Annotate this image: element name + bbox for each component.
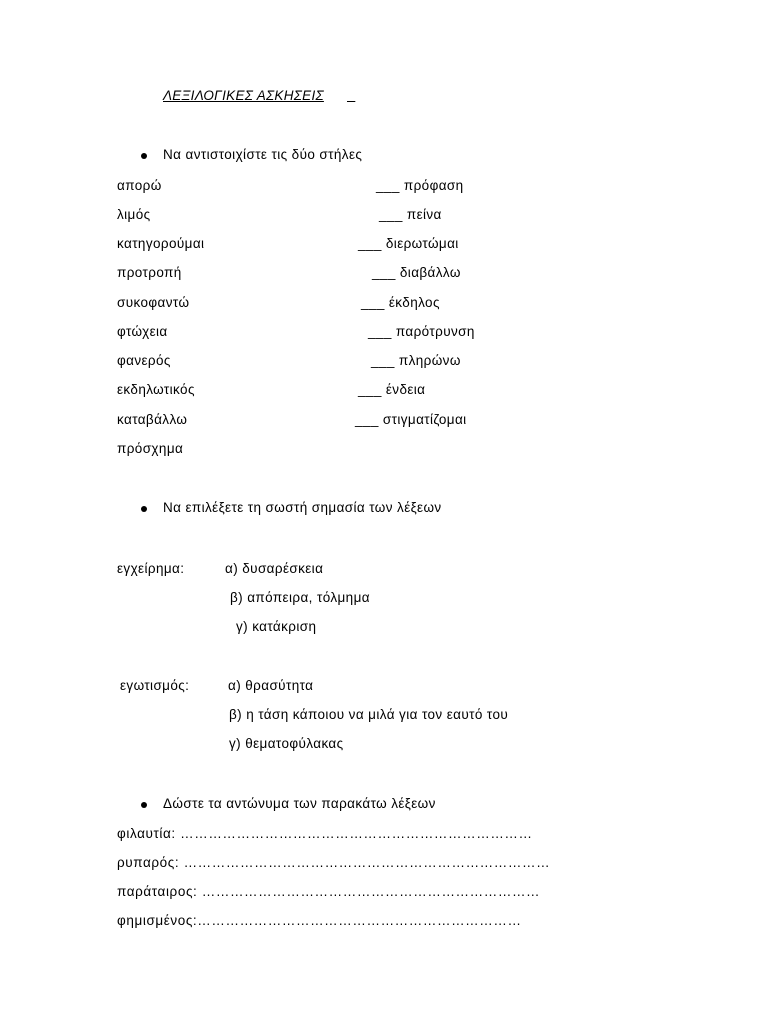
exercise1-instruction: Να αντιστοιχίστε τις δύο στήλες — [163, 147, 363, 162]
exercise2-instruction: Να επιλέξετε τη σωστή σημασία των λέξεων — [163, 500, 442, 515]
term-2-option-b: β) η τάση κάποιου να μιλά για τον εαυτό του — [229, 707, 509, 722]
antonym-line-3: παράταιρος: ……………………………………………………………… — [117, 884, 541, 899]
exercise3-instruction: Δώστε τα αντώνυμα των παρακάτω λέξεων — [163, 796, 436, 811]
term-1-option-a: α) δυσαρέσκεια — [225, 561, 324, 576]
right-word-7: ___ πληρώνω — [371, 353, 461, 368]
title-underline-tail — [347, 88, 355, 104]
antonym-line-2: ρυπαρός: …………………………………………………………………… — [117, 855, 551, 870]
antonym-line-4: φημισμένος:…………………………………………………………… — [117, 913, 522, 928]
right-word-2: ___ πείνα — [379, 207, 442, 222]
right-word-6: ___ παρότρυνση — [368, 324, 475, 339]
left-word-6: φτώχεια — [117, 324, 168, 339]
left-word-2: λιμός — [117, 207, 151, 222]
right-word-3: ___ διερωτώμαι — [358, 236, 459, 251]
term-1-option-b: β) απόπειρα, τόλμημα — [230, 590, 370, 605]
left-word-3: κατηγορούμαι — [117, 236, 205, 251]
left-word-1: απορώ — [117, 178, 162, 193]
left-word-4: προτροπή — [117, 265, 182, 280]
bullet-icon — [141, 802, 147, 808]
bullet-icon — [141, 506, 147, 512]
bullet-icon — [141, 153, 147, 159]
right-word-5: ___ έκδηλος — [361, 295, 440, 310]
page-title: ΛΕΞΙΛΟΓΙΚΕΣ ΑΣΚΗΣΕΙΣ — [163, 88, 324, 103]
left-word-9: καταβάλλω — [117, 412, 188, 427]
term-1: εγχείρημα: — [117, 561, 185, 576]
term-2-option-c: γ) θεματοφύλακας — [229, 736, 344, 751]
right-word-8: ___ ένδεια — [358, 382, 426, 397]
left-word-10: πρόσχημα — [117, 441, 184, 456]
left-word-8: εκδηλωτικός — [117, 382, 195, 397]
left-word-7: φανερός — [117, 353, 171, 368]
term-2: εγωτισμός: — [120, 678, 190, 693]
antonym-line-1: φιλαυτία: ………………………………………………………………… — [117, 826, 533, 841]
term-1-option-c: γ) κατάκριση — [236, 619, 317, 634]
right-word-1: ___ πρόφαση — [376, 178, 464, 193]
right-word-9: ___ στιγματίζομαι — [355, 412, 467, 427]
left-word-5: συκοφαντώ — [117, 295, 190, 310]
right-word-4: ___ διαβάλλω — [372, 265, 461, 280]
term-2-option-a: α) θρασύτητα — [228, 678, 314, 693]
